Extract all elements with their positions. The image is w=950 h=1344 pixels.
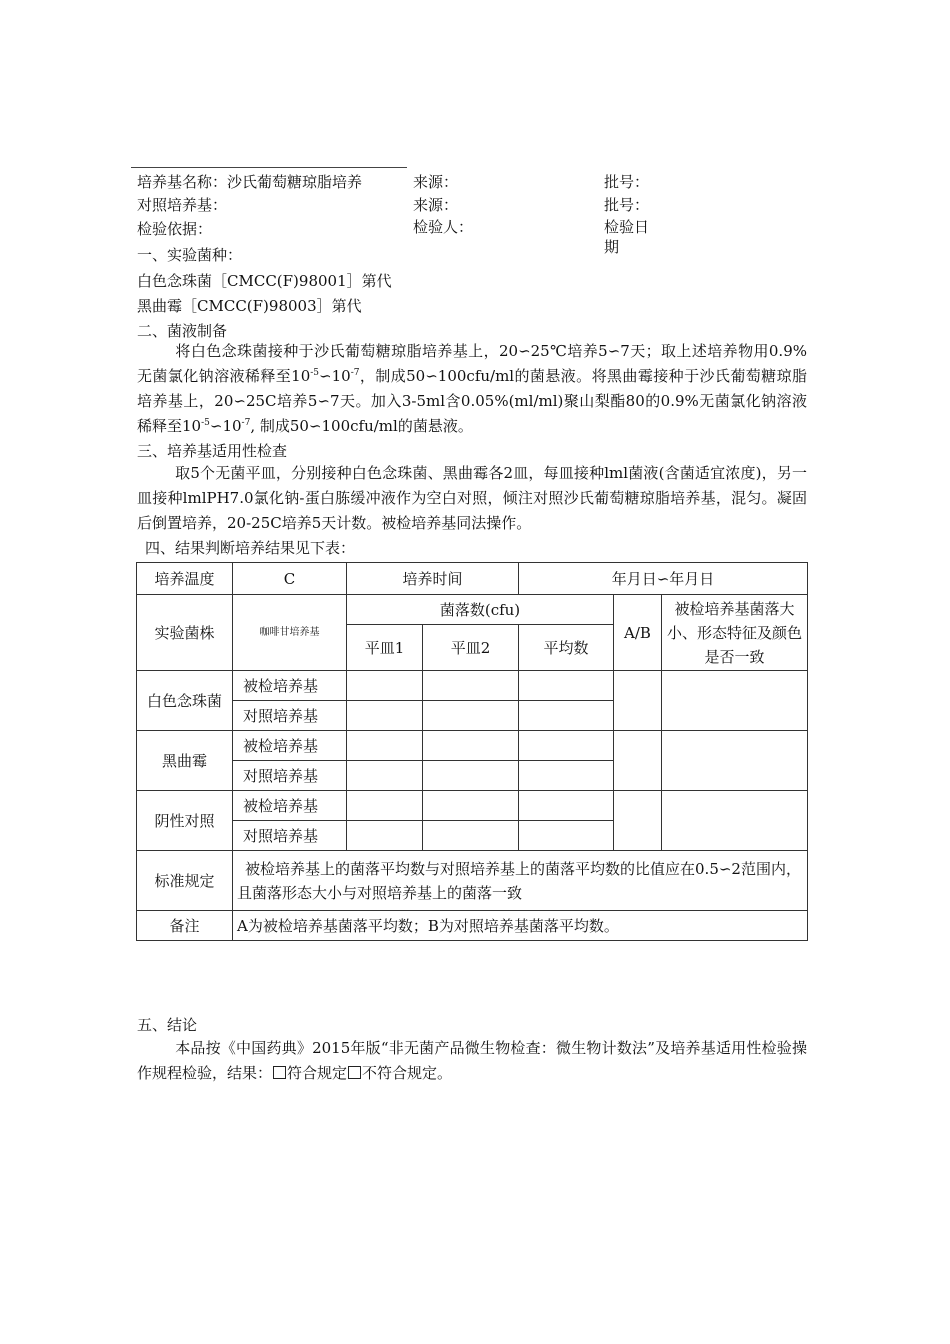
strain-candida: 白色念珠菌［CMCC(F)98001］第代	[137, 272, 392, 290]
section3-paragraph: 取5个无菌平皿，分别接种白色念珠菌、黑曲霉各2皿，每皿接种lml菌液(含菌适宜浓度)，另一皿接种lmlPH7.0氯化钠-蛋白胨缓冲液作为空白对照，倾注对照沙氏葡萄糖琼脂培养基，混匀。凝固后倒置培养，20-25C培养5天计数。被检培养基同法操作。	[137, 464, 807, 532]
plate1-cell[interactable]	[347, 821, 423, 851]
date-label-line1: 检验日	[604, 218, 650, 236]
tested-medium-cell: 被检培养基	[233, 731, 347, 761]
plate1-cell[interactable]	[347, 791, 423, 821]
feature-cell[interactable]	[662, 671, 808, 731]
basis-label: 检验依据：	[137, 220, 213, 238]
average-cell[interactable]	[519, 821, 614, 851]
source-label-1: 来源：	[413, 173, 459, 191]
inspector-label: 检验人：	[413, 218, 474, 236]
section1-heading: 一、实验菌种：	[137, 246, 243, 264]
plate2-cell[interactable]	[423, 821, 519, 851]
tested-medium-cell: 被检培养基	[233, 791, 347, 821]
plate1-cell[interactable]	[347, 731, 423, 761]
standard-label: 标准规定	[137, 851, 233, 911]
control-medium-cell: 对照培养基	[233, 821, 347, 851]
header-rule	[131, 167, 407, 168]
plate1-cell[interactable]	[347, 671, 423, 701]
average-cell[interactable]	[519, 701, 614, 731]
conclusion-paragraph: 本品按《中国药典》2015年版“非无菌产品微生物检查：微生物计数法”及培养基适用性检验操作规程检验，结果： 符合规定 不符合规定。	[137, 1039, 807, 1082]
strain-cell: 白色念珠菌	[137, 671, 233, 731]
table-row	[137, 731, 808, 761]
average-header: 平均数	[519, 625, 614, 671]
feature-header: 被检培养基菌落大小、形态特征及颜色是否一致	[662, 595, 808, 671]
ratio-cell[interactable]	[614, 671, 662, 731]
control-medium-cell: 对照培养基	[233, 761, 347, 791]
ratio-header: A/B	[614, 595, 662, 671]
plate1-header: 平皿1	[347, 625, 423, 671]
section4-heading: 四、结果判断培养结果见下表：	[145, 539, 356, 557]
medium-name-label: 培养基名称：沙氏葡萄糖琼脂培养	[137, 173, 363, 191]
plate2-cell[interactable]	[423, 791, 519, 821]
average-cell[interactable]	[519, 761, 614, 791]
feature-cell[interactable]	[662, 791, 808, 851]
feature-cell[interactable]	[662, 731, 808, 791]
plate2-header: 平皿2	[423, 625, 519, 671]
section3-heading: 三、培养基适用性检查	[137, 442, 288, 460]
remark-label: 备注	[137, 911, 233, 941]
ratio-cell[interactable]	[614, 731, 662, 791]
average-cell[interactable]	[519, 671, 614, 701]
date-range: 年月日∽年月日	[519, 563, 808, 595]
control-medium-cell: 对照培养基	[233, 701, 347, 731]
plate1-cell[interactable]	[347, 761, 423, 791]
medium-col-header: 咖啡甘培养基	[233, 595, 347, 671]
source-label-2: 来源：	[413, 196, 459, 214]
temp-label: 培养温度	[137, 563, 233, 595]
checkbox-pass[interactable]	[273, 1066, 286, 1079]
batch-label-2: 批号：	[604, 196, 650, 214]
batch-label-1: 批号：	[604, 173, 650, 191]
control-medium-label: 对照培养基：	[137, 196, 228, 214]
table-row	[137, 671, 808, 701]
plate2-cell[interactable]	[423, 671, 519, 701]
remark-text: A为被检培养基菌落平均数；B为对照培养基菌落平均数。	[233, 911, 808, 941]
ratio-cell[interactable]	[614, 791, 662, 851]
date-label-line2: 期	[604, 238, 620, 256]
average-cell[interactable]	[519, 791, 614, 821]
strain-aspergillus: 黑曲霉［CMCC(F)98003］第代	[137, 297, 362, 315]
table-row	[137, 791, 808, 821]
results-table	[136, 562, 808, 941]
tested-medium-cell: 被检培养基	[233, 671, 347, 701]
strain-cell: 黑曲霉	[137, 731, 233, 791]
plate2-cell[interactable]	[423, 731, 519, 761]
section2-paragraph: 将白色念珠菌接种于沙氏葡萄糖琼脂培养基上，20∽25℃培养5∽7天；取上述培养物用0.9%无菌氯化钠溶液稀释至$10^{-5}∽10^{-7}$，制成50∽100cfu/ml的菌悬液。将黑曲霉接种于沙氏葡萄糖琼脂培养基上，20∽25C培养5∽7天。加入3-5ml含0.05%(ml/ml)聚山梨酯80的0.9%无菌氯化钠溶液稀释至$10^{-5}∽10^{-7}$, 制成50∽100cfu/ml的菌悬液。	[137, 342, 807, 435]
count-header: 菌落数(cfu)	[347, 595, 614, 625]
strain-col-header: 实验菌株	[137, 595, 233, 671]
standard-text: 被检培养基上的菌落平均数与对照培养基上的菌落平均数的比值应在0.5∽2范围内，且菌落形态大小与对照培养基上的菌落一致	[233, 851, 808, 911]
temp-value: C	[233, 563, 347, 595]
plate1-cell[interactable]	[347, 701, 423, 731]
average-cell[interactable]	[519, 731, 614, 761]
section2-heading: 二、菌液制备	[137, 322, 228, 340]
section5-heading: 五、结论	[137, 1016, 198, 1034]
plate2-cell[interactable]	[423, 701, 519, 731]
strain-cell: 阴性对照	[137, 791, 233, 851]
time-label: 培养时间	[347, 563, 519, 595]
plate2-cell[interactable]	[423, 761, 519, 791]
checkbox-fail[interactable]	[348, 1066, 361, 1079]
